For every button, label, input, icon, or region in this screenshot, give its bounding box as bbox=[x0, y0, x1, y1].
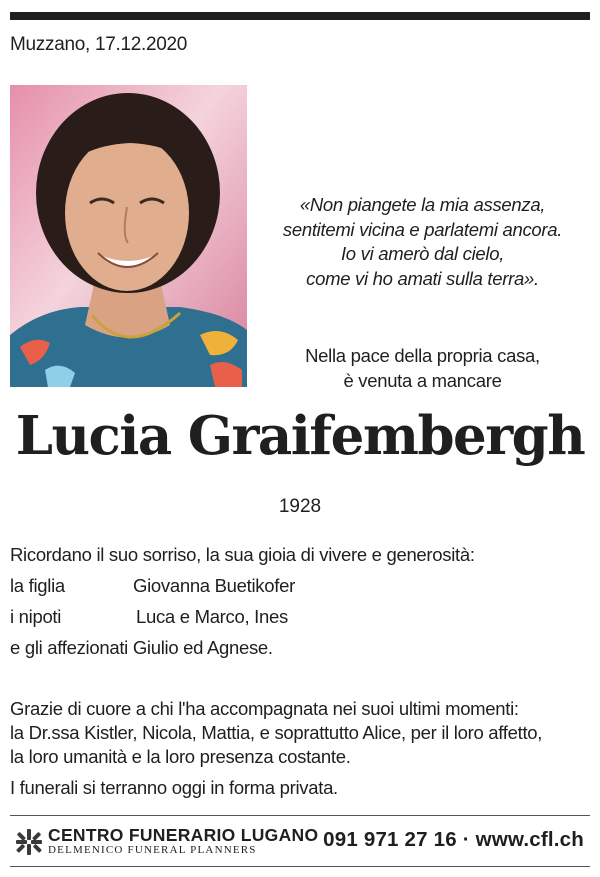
footer-bottom-divider bbox=[10, 866, 590, 867]
announcement-intro bbox=[255, 344, 590, 393]
funeral-home-footer bbox=[10, 824, 590, 860]
portrait-photo bbox=[10, 85, 247, 387]
quote-line: sentitemi vicina e parlatemi ancora. bbox=[282, 218, 563, 240]
funeral-home-contact: 091 971 27 16 · www.cfl.ch bbox=[323, 828, 584, 851]
relation-label: la figlia bbox=[10, 575, 65, 596]
thanks-line: Grazie di cuore a chi l'ha accompagnata nei suoi ultimi momenti: bbox=[10, 698, 519, 719]
thanks-line: la loro umanità e la loro presenza costante. bbox=[10, 746, 351, 767]
funeral-notice: I funerali si terranno oggi in forma privata. bbox=[10, 777, 338, 798]
quote-block bbox=[255, 193, 590, 291]
funeral-home-name: CENTRO FUNERARIO LUGANO bbox=[48, 825, 319, 845]
footer-top-divider bbox=[10, 815, 590, 816]
relation-label: i nipoti bbox=[10, 606, 62, 627]
portrait-illustration bbox=[10, 85, 247, 387]
intro-line: Nella pace della propria casa, bbox=[305, 345, 540, 366]
relation-names: Giovanna Buetikofer bbox=[133, 575, 295, 596]
mourners-intro: Ricordano il suo sorriso, la sua gioia di vivere e generosità: bbox=[10, 544, 475, 565]
quote-line: come vi ho amati sulla terra». bbox=[306, 267, 539, 289]
quote-line: Io vi amerò dal cielo, bbox=[340, 243, 505, 264]
relation-names: Luca e Marco, Ines bbox=[136, 606, 288, 627]
mourners-closing: e gli affezionati Giulio ed Agnese. bbox=[10, 637, 273, 658]
thanks-line: la Dr.ssa Kistler, Nicola, Mattia, e soprattutto Alice, per il loro affetto, bbox=[10, 722, 543, 743]
birth-year: 1928 bbox=[278, 496, 322, 517]
dateline: Muzzano, 17.12.2020 bbox=[10, 34, 188, 55]
funeral-home-subtitle: DELMENICO FUNERAL PLANNERS bbox=[48, 844, 257, 856]
funeral-flower-logo-icon bbox=[14, 827, 44, 857]
quote-line: «Non piangete la mia assenza, bbox=[299, 194, 546, 215]
deceased-name: Lucia Graifembergh bbox=[15, 405, 585, 467]
top-border-bar bbox=[10, 12, 590, 20]
intro-line: è venuta a mancare bbox=[343, 369, 502, 391]
